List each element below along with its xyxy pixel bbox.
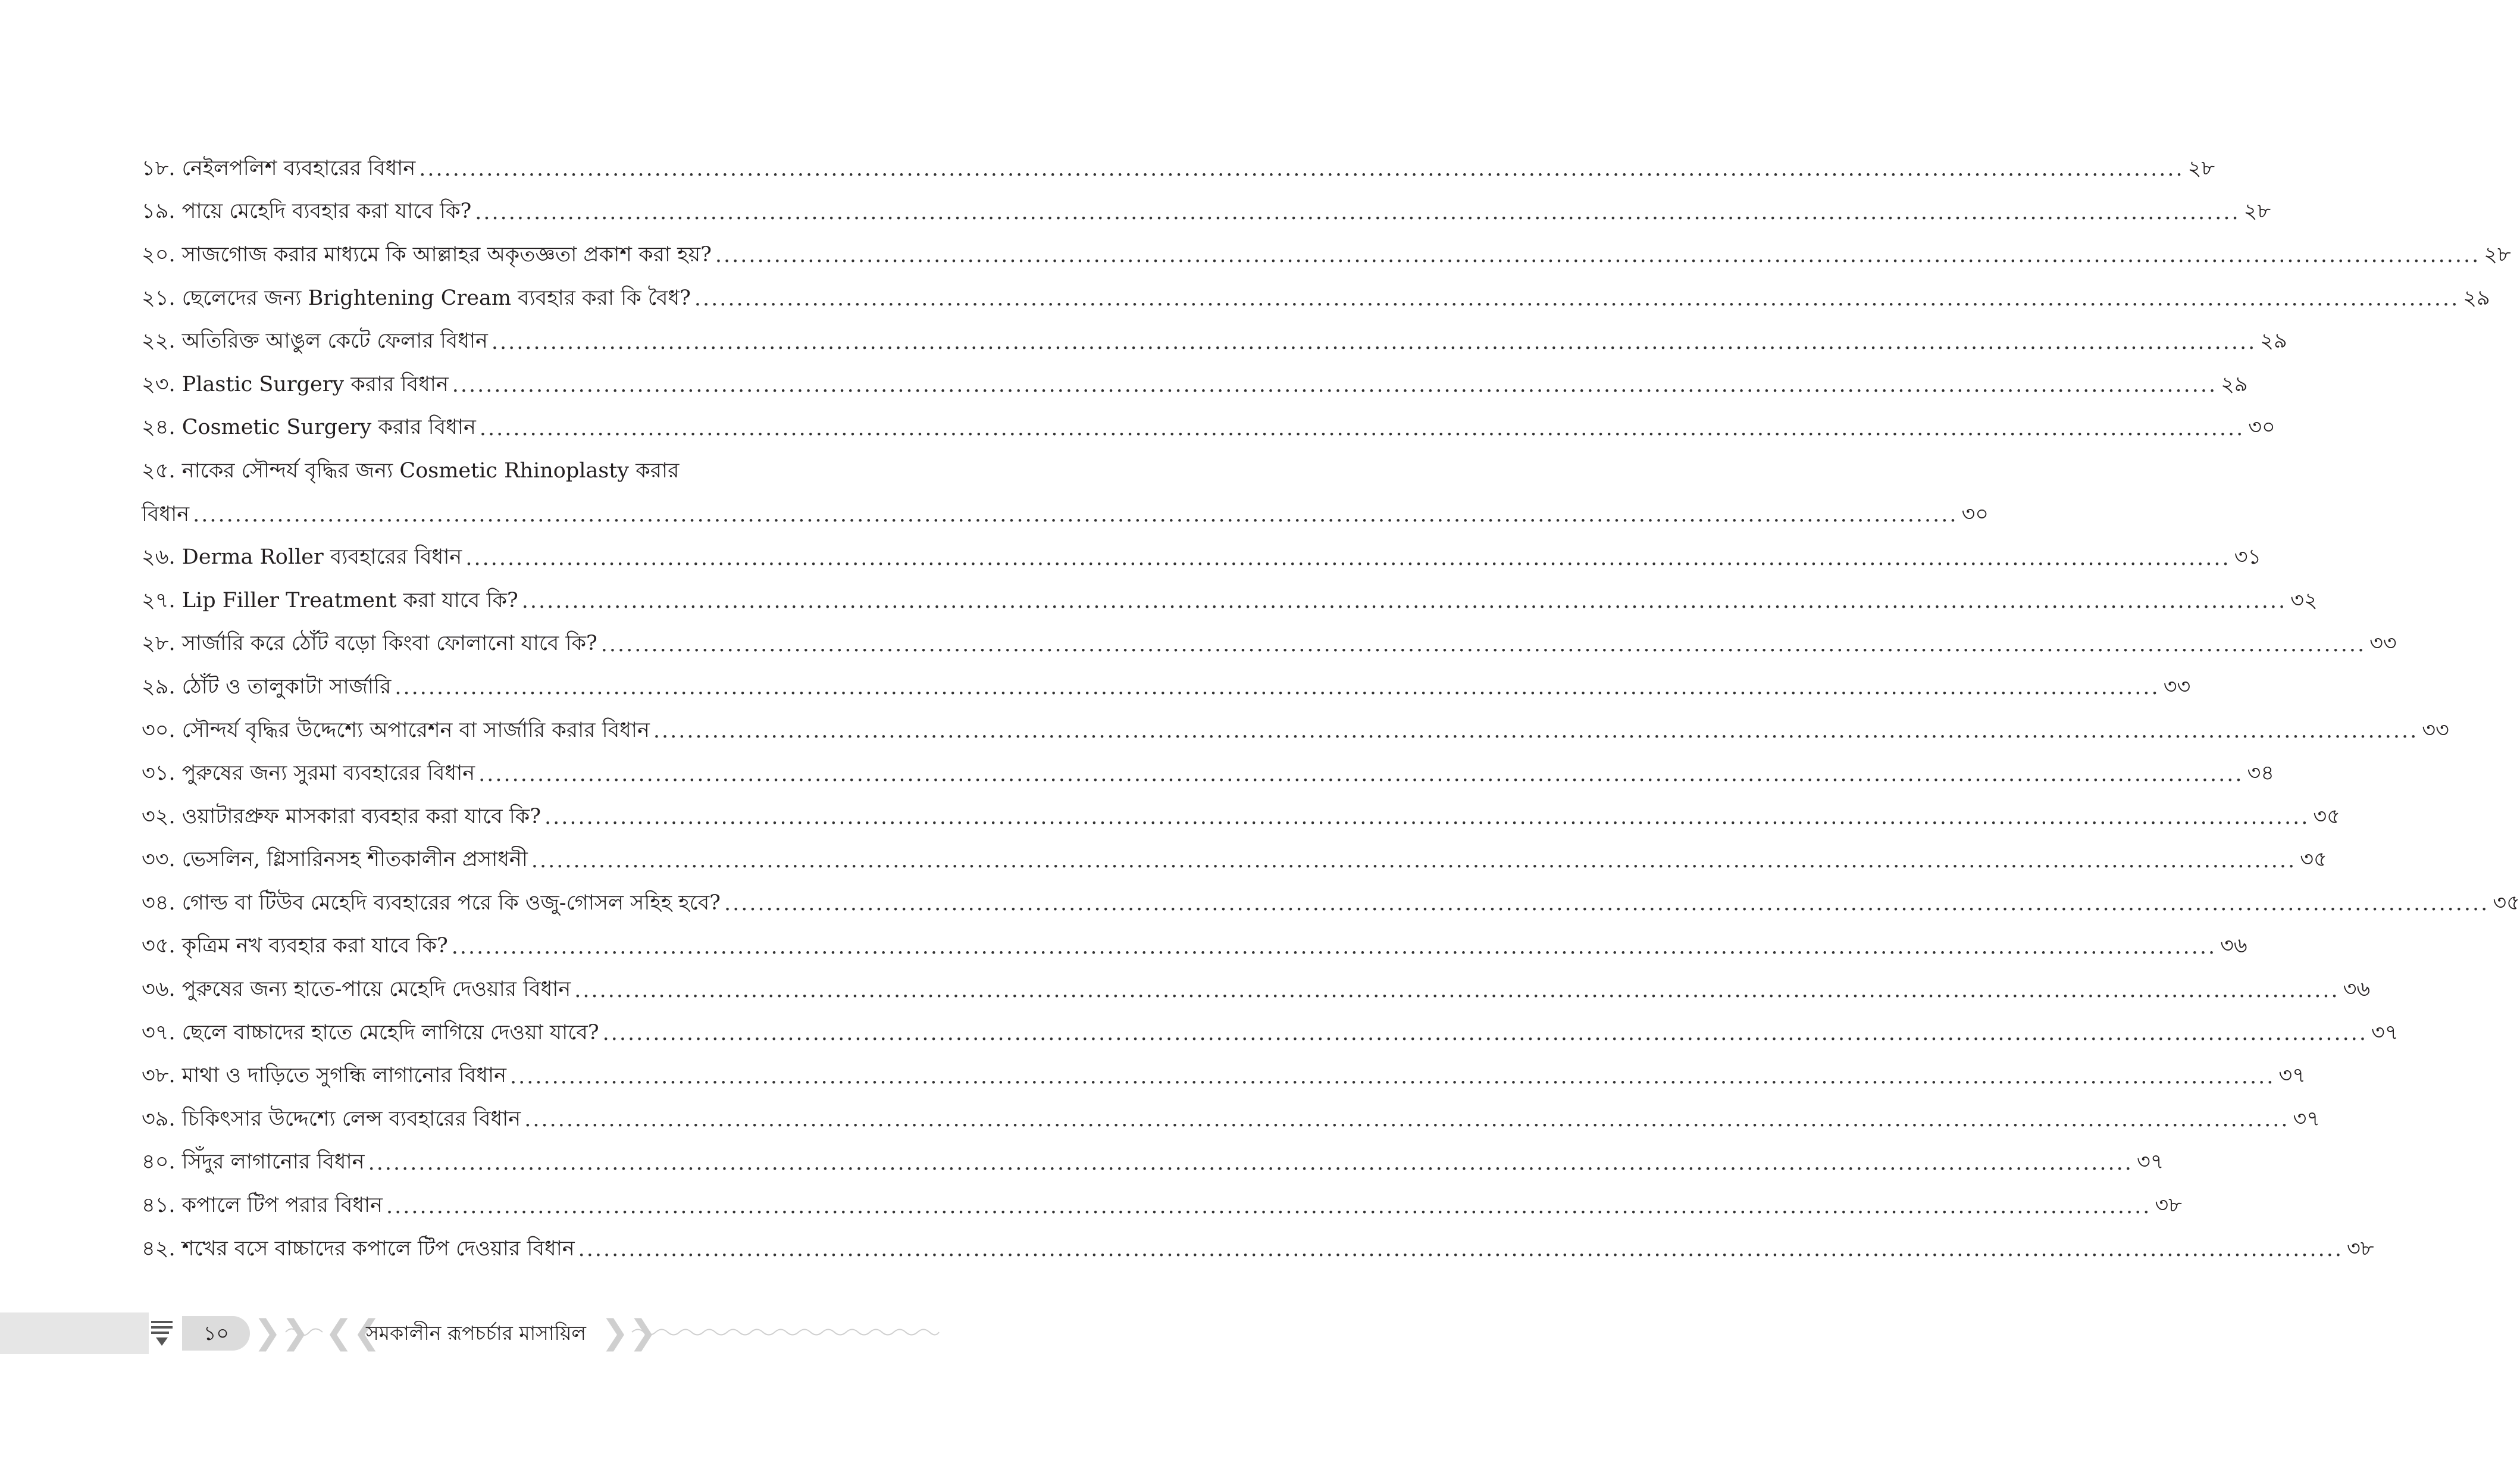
toc-entry-title: ২২. অতিরিক্ত আঙুল কেটে ফেলার বিধান [142, 329, 488, 354]
chevron-left-icon: ❮❮ [325, 1313, 381, 1352]
dot-leader [452, 935, 2217, 959]
dot-leader [395, 676, 2159, 699]
toc-entry[interactable] [142, 796, 2340, 839]
toc-entry-title: ২৩. Plastic Surgery করার বিধান [142, 372, 449, 396]
dot-leader [386, 1195, 2151, 1218]
toc-entry[interactable] [142, 148, 2215, 191]
toc-entry-title: ৪১. কপালে টিপ পরার বিধান [142, 1193, 383, 1218]
toc-entry-page: ৩৮ [2155, 1193, 2182, 1218]
dot-leader [603, 1021, 2368, 1045]
toc-entry-page: ২৯ [2221, 372, 2248, 396]
toc-entry[interactable] [142, 882, 2520, 926]
toc-entry-page: ৩০ [1961, 502, 1989, 526]
toc-entry[interactable] [142, 450, 797, 493]
toc-entry-title: ২৯. ঠোঁট ও তালুকাটা সার্জারি [142, 674, 392, 699]
toc-entry-title: ২৪. Cosmetic Surgery করার বিধান [142, 415, 476, 440]
toc-entry-page: ২৯ [2260, 329, 2287, 354]
toc-entry[interactable] [142, 234, 2511, 277]
toc-entry-title: ৩৮. মাথা ও দাড়িতে সুগন্ধি লাগানোর বিধান [142, 1064, 506, 1088]
dot-leader [452, 373, 2217, 397]
toc-entry-title: ১৯. পায়ে মেহেদি ব্যবহার করা যাবে কি? [142, 199, 472, 224]
toc-entry[interactable] [142, 1098, 2321, 1142]
toc-entry[interactable] [142, 1012, 2399, 1055]
toc-entry-page: ৩৭ [2278, 1064, 2306, 1088]
toc-entry[interactable] [142, 364, 2248, 407]
toc-entry[interactable] [142, 926, 2247, 969]
toc-entry-page: ৩১ [2234, 545, 2262, 570]
dot-leader [601, 633, 2366, 657]
toc-entry[interactable] [142, 623, 2397, 667]
toc-entry-page: ৩৭ [2371, 1020, 2399, 1045]
toc-entry-page: ৩৩ [2422, 718, 2449, 742]
table-of-contents [142, 148, 2520, 1271]
toc-entry-title: ৩২. ওয়াটারপ্রুফ মাসকারা ব্যবহার করা যাবে কি? [142, 804, 541, 829]
chevron-right-icon-2: ❯❯ [601, 1313, 657, 1352]
dot-leader [544, 805, 2309, 829]
toc-entry-page: ৩৫ [2493, 890, 2520, 915]
toc-entry[interactable] [142, 666, 2191, 710]
toc-entry-page: ৩৭ [2293, 1107, 2321, 1131]
toc-entry[interactable] [142, 839, 2327, 883]
dot-leader [653, 719, 2418, 743]
toc-entry-page: ২৮ [2484, 242, 2511, 267]
toc-entry-title: ৩০. সৌন্দর্য বৃদ্ধির উদ্দেশ্যে অপারেশন বা সার্জারি করার বিধান [142, 718, 650, 742]
toc-entry-page: ৩২ [2290, 588, 2318, 612]
dot-leader [478, 762, 2243, 786]
toc-entry[interactable] [142, 320, 2287, 364]
swirl-ornament-right-icon [631, 1317, 940, 1347]
toc-entry-page: ২৮ [2243, 199, 2271, 224]
toc-entry-title: ২১. ছেলেদের জন্য Brightening Cream ব্যবহার করা কি বৈধ? [142, 286, 691, 310]
toc-entry-title: ২০. সাজগোজ করার মাধ্যমে কি আল্লাহর অকৃতজ্ঞতা প্রকাশ করা হয়? [142, 242, 712, 267]
toc-entry-page: ৩৫ [2313, 804, 2340, 829]
toc-entry[interactable] [142, 1055, 2306, 1098]
dot-leader [578, 1237, 2343, 1261]
toc-entry-title: ৩৩. ভেসলিন, গ্লিসারিনসহ শীতকালীন প্রসাধনী [142, 848, 528, 872]
toc-entry-title: ২৮. সার্জারি করে ঠোঁট বড়ো কিংবা ফোলানো যাবে কি? [142, 632, 597, 656]
toc-entry-page: ৩৬ [2220, 934, 2247, 958]
toc-entry-page: ৩৬ [2343, 977, 2371, 1002]
dot-leader [510, 1065, 2275, 1089]
toc-entry-page: ৩৭ [2136, 1150, 2164, 1174]
dot-leader [524, 1108, 2289, 1132]
toc-entry-title: ৩৫. কৃত্রিম নখ ব্যবহার করা যাবে কি? [142, 934, 448, 958]
dot-leader [694, 287, 2459, 311]
toc-entry-title: ৪২. শখের বসে বাচ্চাদের কপালে টিপ দেওয়ার বিধান [142, 1236, 575, 1261]
toc-entry-title: ৩৪. গোল্ড বা টিউব মেহেদি ব্যবহারের পরে কি ওজু-গোসল সহিহ হবে? [142, 890, 721, 915]
toc-entry[interactable] [142, 536, 2262, 580]
toc-entry[interactable] [142, 968, 2371, 1012]
dot-leader [492, 330, 2256, 354]
page-number: ১০ [182, 1316, 250, 1351]
dot-leader [480, 417, 2244, 440]
toc-entry[interactable] [142, 1142, 2164, 1185]
dot-leader [531, 849, 2296, 873]
dot-leader [419, 157, 2184, 181]
toc-entry[interactable] [142, 407, 2275, 451]
toc-entry-title: বিধান [142, 502, 190, 526]
dot-leader [715, 243, 2480, 267]
toc-entry[interactable] [142, 710, 2449, 753]
dot-leader [368, 1151, 2133, 1175]
dot-leader [574, 979, 2339, 1002]
dot-leader [193, 503, 1958, 527]
toc-entry-title: ২৫. নাকের সৌন্দর্য বৃদ্ধির জন্য Cosmetic Rhinoplasty করার [142, 458, 680, 483]
dot-leader [724, 892, 2489, 915]
toc-entry-title: ৩৯. চিকিৎসার উদ্দেশ্যে লেন্স ব্যবহারের বিধান [142, 1107, 521, 1131]
toc-entry-title: ২৭. Lip Filler Treatment করা যাবে কি? [142, 588, 518, 612]
toc-entry-page: ৩৩ [2163, 674, 2191, 699]
toc-entry[interactable] [142, 277, 2490, 321]
toc-entry-page: ৩৩ [2369, 632, 2397, 656]
toc-entry[interactable] [142, 1185, 2182, 1228]
toc-entry-title: ৪০. সিঁদুর লাগানোর বিধান [142, 1150, 365, 1174]
page-footer [0, 1312, 952, 1354]
toc-entry-page: ২৮ [2187, 156, 2215, 180]
toc-entry-page: ৩৫ [2300, 848, 2327, 872]
toc-entry[interactable] [142, 493, 1989, 537]
swirl-ornament-left-icon [284, 1317, 324, 1347]
menu-lines-icon [149, 1316, 175, 1351]
toc-entry[interactable] [142, 191, 2271, 235]
toc-entry-page: ৩০ [2248, 415, 2275, 440]
toc-entry-title: ৩৬. পুরুষের জন্য হাতে-পায়ে মেহেদি দেওয়ার বিধান [142, 977, 571, 1002]
toc-entry[interactable] [142, 580, 2318, 623]
chevron-right-icon: ❯❯ [253, 1313, 309, 1352]
toc-entry-page: ৩৪ [2247, 761, 2274, 786]
toc-entry-title: ৩১. পুরুষের জন্য সুরমা ব্যবহারের বিধান [142, 761, 475, 786]
book-title: সমকালীন রূপচর্চার মাসায়িল [366, 1321, 586, 1345]
dot-leader [465, 546, 2230, 570]
toc-entry[interactable] [142, 1228, 2374, 1271]
toc-entry-page: ৩৮ [2346, 1236, 2374, 1261]
dot-leader [475, 201, 2240, 224]
toc-entry-title: ৩৭. ছেলে বাচ্চাদের হাতে মেহেদি লাগিয়ে দেওয়া যাবে? [142, 1020, 599, 1045]
toc-entry-title: ২৬. Derma Roller ব্যবহারের বিধান [142, 545, 462, 570]
toc-entry[interactable] [142, 752, 2274, 796]
toc-entry-page: ২৯ [2463, 286, 2490, 310]
footer-band [0, 1312, 149, 1354]
toc-entry-title: ১৮. নেইলপলিশ ব্যবহারের বিধান [142, 156, 416, 180]
dot-leader [522, 589, 2287, 613]
